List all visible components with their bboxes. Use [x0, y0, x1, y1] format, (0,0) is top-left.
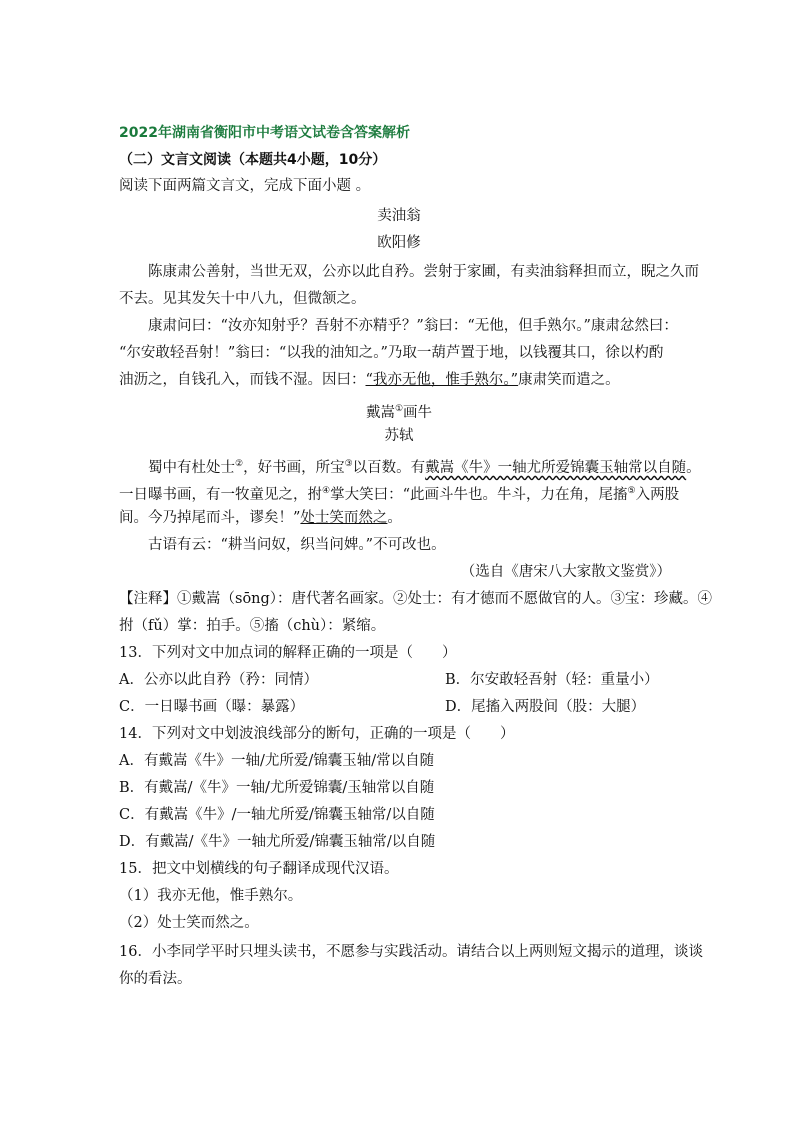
q14-option-c: C．有戴嵩《牛》/一轴尤所爱/锦囊玉轴常/以自随: [119, 807, 435, 823]
text2-title-main: 戴嵩: [365, 404, 395, 421]
q14-option-d: D．有戴嵩/《牛》一轴尤所爱/锦囊玉轴常/以自随: [119, 834, 436, 850]
question-14-stem: 14．下列对文中划波浪线部分的断句，正确的一项是（ ）: [119, 726, 515, 742]
notes-line2: 拊（fǔ）掌：拍手。⑤搐（chù）：紧缩。: [119, 618, 386, 634]
text1-paragraph2-line2: “尔安敢轻吾射！”翁曰：“以我的油知之。”乃取一葫芦置于地，以钱覆其口，徐以杓酌: [119, 345, 664, 361]
text1-paragraph2-line3: [119, 370, 679, 390]
notes-line1: 【注释】①戴嵩（sōng）：唐代著名画家。②处士：有才德而不愿做官的人。③宝：珍藏。④: [119, 591, 713, 607]
text2-author: 苏轼: [384, 428, 414, 444]
text2-source: （选自《唐宋八大家散文鉴赏》）: [460, 564, 671, 580]
text1-p2-l3-post: 康肃笑而遣之。: [518, 372, 620, 388]
q14-option-a: A．有戴嵩《牛》一轴/尤所爱/锦囊玉轴/常以自随: [119, 753, 435, 769]
underlined-sentence-2: 处士笑而然之: [300, 510, 388, 526]
question-13-stem: 13．下列对文中加点词的解释正确的一项是（ ）: [119, 645, 457, 661]
text2-p1-l2-a: 一日曝书画，有一牧童见之，拊: [119, 486, 322, 503]
text1-author: 欧阳修: [377, 235, 421, 251]
text1-paragraph2-line1: 康肃问曰：“汝亦知射乎？吾射不亦精乎？”翁曰：“无他，但手熟尔。”康肃忿然曰：: [148, 318, 678, 334]
q15-sub-1: （1）我亦无他，惟手熟尔。: [119, 888, 303, 904]
text1-paragraph1-line2: 不去。见其发矢十中八九，但微颔之。: [119, 291, 366, 307]
text2-p1-l2-b: 掌大笑曰：“此画斗牛也。牛斗，力在角，尾搐: [330, 486, 628, 503]
text2-title-rest: 画牛: [403, 404, 433, 421]
text2-p1-l1-c: 以百数。有: [352, 459, 426, 476]
text2-p1-l3-a: 间。今乃掉尾而斗，谬矣！”: [119, 510, 301, 526]
wavy-underlined-phrase: 戴嵩《牛》一轴尤所爱锦囊玉轴常以自随: [425, 459, 687, 476]
text2-paragraph1-line3: [119, 508, 679, 528]
q13-option-b: B．尔安敢轻吾射（轻：重量小）: [445, 672, 659, 688]
text2-p1-l1-b: ，好书画，所宝: [243, 459, 345, 476]
q14-option-b: B．有戴嵩/《牛》一轴/尤所爱锦囊/玉轴常以自随: [119, 780, 435, 796]
q13-option-d: D．尾搐入两股间（股：大腿）: [445, 699, 646, 715]
question-16-line1: 16．小李同学平时只埋头读书，不愿参与实践活动。请结合以上两则短文揭示的道理，谈谈: [119, 944, 703, 960]
text2-paragraph1-line1: [119, 454, 708, 478]
text2-paragraph2: 古语有云：“耕当问奴，织当问婢。”不可改也。: [148, 537, 446, 553]
instruction-text: 阅读下面两篇文言文，完成下面小题 。: [119, 178, 371, 194]
text2-p1-l1-a: 蜀中有杜处士: [148, 459, 235, 476]
text2-p1-l1-end: 。: [686, 459, 701, 476]
question-15-stem: 15．把文中划横线的句子翻译成现代汉语。: [119, 861, 399, 877]
text1-title: 卖油翁: [377, 208, 421, 224]
footnote-marker-1: ①: [394, 404, 404, 414]
text2-p1-l3-end: 。: [387, 510, 402, 526]
footnote-marker-5: ⑤: [627, 486, 636, 496]
document-title: 2022年湖南省衡阳市中考语文试卷含答案解析: [119, 125, 410, 141]
footnote-marker-2: ②: [235, 459, 244, 469]
text1-p2-l3-pre: 油沥之，自钱孔入，而钱不湿。因曰：: [119, 372, 366, 388]
question-16-line2: 你的看法。: [119, 971, 192, 987]
q13-option-c: C．一日曝书画（曝：暴露）: [119, 699, 305, 715]
underlined-sentence-1: “我亦无他，惟手熟尔。”: [365, 372, 519, 388]
text1-paragraph1-line1: 陈康肃公善射，当世无双，公亦以此自矜。尝射于家圃，有卖油翁释担而立，睨之久而: [148, 264, 699, 280]
text2-paragraph1-line2: [119, 481, 679, 505]
q15-sub-2: （2）处士笑而然之。: [119, 915, 259, 931]
section-heading: （二）文言文阅读（本题共4小题，10分）: [119, 152, 387, 168]
q13-option-a: A．公亦以此自矜（矜：同情）: [119, 672, 318, 688]
text2-p1-l2-c: 入两股: [635, 486, 680, 503]
footnote-marker-4: ④: [322, 486, 331, 496]
footnote-marker-3: ③: [344, 459, 353, 469]
text2-title: [119, 399, 679, 423]
